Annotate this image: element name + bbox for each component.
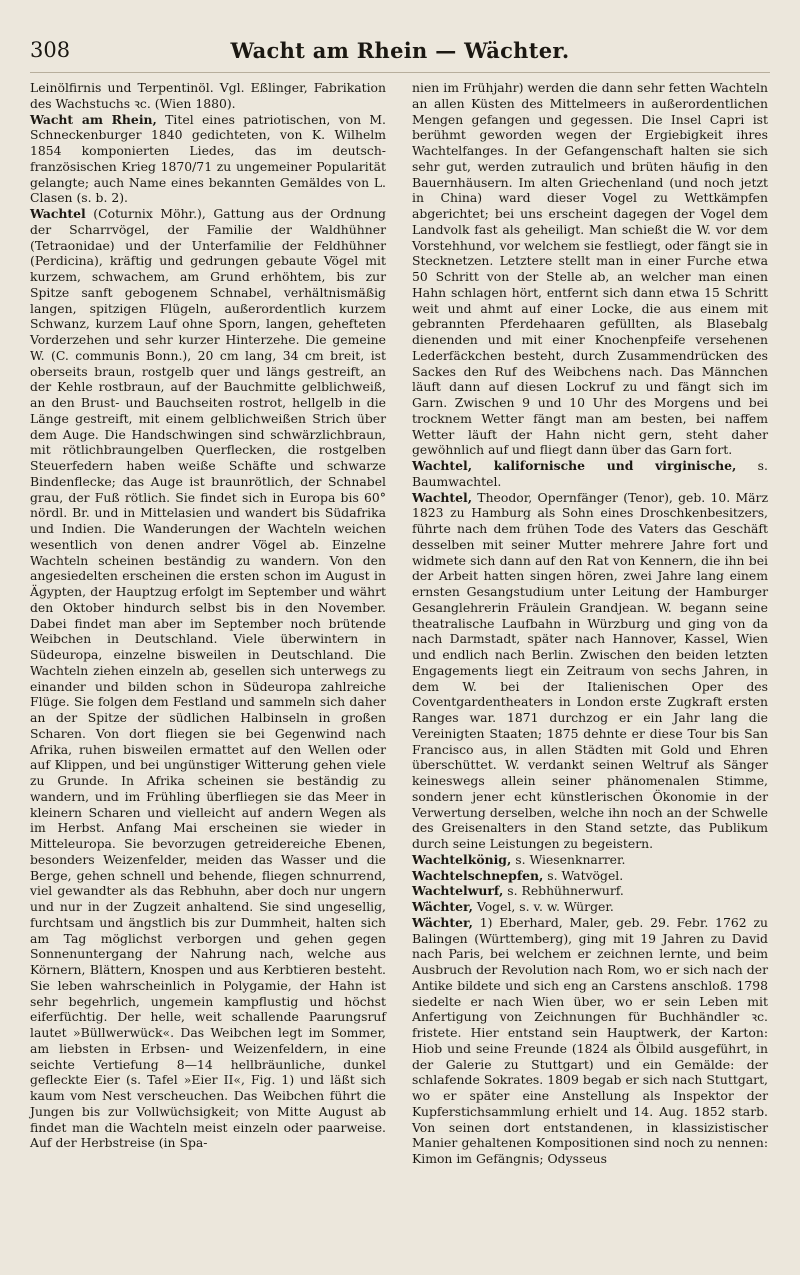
entry-headword: Wachtelkönig,: [412, 851, 512, 867]
entry-text: Vogel, s. v. w. Würger.: [472, 899, 614, 914]
entry-paragraph: [30, 112, 386, 207]
entry-paragraph: [412, 458, 768, 490]
entry-paragraph: [412, 852, 768, 868]
entry-headword: Wächter,: [412, 899, 473, 914]
entry-headword: Wachtel: [30, 206, 86, 221]
entry-headword: Wachtel, kalifornische und virginische,: [412, 458, 737, 473]
entry-text: s. Wiesenknarrer.: [511, 851, 626, 867]
entry-headword: Wachtel,: [412, 489, 473, 505]
entry-paragraph: [30, 80, 386, 112]
entry-headword: Wächter,: [412, 914, 473, 930]
entry-paragraph: [412, 490, 768, 852]
entry-text: nien im Frühjahr) werden die dann sehr fetten Wachteln an allen Küsten des Mittelmeers in außerordentlichen Mengen gefangen und gegessen. Die Insel Capri ist berühmt geworden wegen der Ergiebigkeit ihres Wachtelfanges. In der Gefangenschaft halten sie sich sehr gut, werden zutraulich und brüten häufig in den Bauernhäusern. Im alten Griechenland (und noch jetzt in China) ward dieser Vogel zu Wettkämpfen abgerichtet; bei uns erscheint dagegen der Vogel dem Landvolk fast als geheiligt. Man schießt die W. vor dem Vorstehhund, vor welchem sie festliegt, oder fängt sie in Stecknetzen. Letztere stellt man in einer Furche etwa 50 Schritt von der Stelle ab, an welcher man einen Hahn schlagen hört, entfernt sich dann etwa 15 Schritt weit und ahmt auf einer Locke, die aus einem mit gebrannten Pferdehaaren gefüllten, als Blasebalg dienenden und mit einer Knochenpfeife versehenen Lederfäckchen besteht, durch Zusammendrücken des Sackes den Ruf des Weibchens nach. Das Männchen läuft dann auf diesen Lockruf zu und fängt sich im Garn. Zwischen 9 und 10 Uhr des Morgens und bei trocknem Wetter fängt man am besten, bei naffem Wetter läuft der Hahn nicht gern, steht daher gewöhnlich auf und fliegt dann über das Garn fort.: [412, 80, 768, 458]
entry-paragraph: [412, 883, 768, 899]
entry-paragraph: [412, 80, 768, 458]
entry-text: Leinölfirnis und Terpentinöl. Vgl. Eßlinger, Fabrikation des Wachstuchs ꝛc. (Wien 1880).: [30, 80, 386, 111]
entry-paragraph: [412, 868, 768, 884]
entry-paragraph: [412, 899, 768, 915]
entry-text: (Coturnix Möhr.), Gattung aus der Ordnung der Scharrvögel, der Familie der Waldhühner (Tetraonidae) und der Unterfamilie der Feldhühner (Perdicina), kräftig und gedrungen gebaute Vögel mit kurzem, schwachem, am Grund erhöhtem, bis zur Spitze sanft gebogenem Schnabel, verhältnismäßig langen, spitzigen Flügeln, außerordentlich kurzem Schwanz, kurzem Lauf ohne Sporn, langen, gehefteten Vorderzehen und sehr kurzer Hinterzehe. Die gemeine W. (C. communis Bonn.), 20 cm lang, 34 cm breit, ist oberseits braun, rostgelb quer und längs gestreift, an der Kehle rostbraun, auf der Bauchmitte gelblichweiß, an den Brust- und Bauchseiten rostrot, hellgelb in die Länge gestreift, mit einem gelblichweißen Strich über dem Auge. Die Handschwingen sind schwärzlichbraun, mit rötlichbraungelben Querflecken, die rostgelben Steuerfedern haben weiße Schäfte und schwarze Bindenflecke; das Auge ist braunrötlich, der Schnabel grau, der Fuß rötlich. Sie findet sich in Europa bis 60° nördl. Br. und in Mittelasien und wandert bis Südafrika und Indien. Die Wanderungen der Wachteln weichen wesentlich von denen andrer Vögel ab. Einzelne Wachteln scheinen beständig zu wandern. Von den angesiedelten erscheinen die ersten schon im August in Ägypten, der Hauptzug erfolgt im September und währt den Oktober hindurch selbst bis in den November. Dabei findet man aber im September noch brütende Weibchen in Deutschland. Viele überwintern in Südeuropa, einzelne bisweilen in Deutschland. Die Wachteln ziehen einzeln ab, gesellen sich unterwegs zu einander und bilden schon in Südeuropa zahlreiche Flüge. Sie folgen dem Festland und sammeln sich daher an der Spitze der südlichen Halbinseln in großen Scharen. Von dort fliegen sie bei Gegenwind nach Afrika, ruhen bisweilen ermattet auf den Wellen oder auf Klippen, und bei ungünstiger Witterung gehen viele zu Grunde. In Afrika scheinen sie beständig zu wandern, und im Frühling überfliegen sie das Meer in kleinern Scharen und vielleicht auf andern Wegen als im Herbst. Anfang Mai erscheinen sie wieder in Mitteleuropa. Sie bevorzugen getreidereiche Ebenen, besonders Weizenfelder, meiden das Wasser und die Berge, gehen schnell und behende, fliegen schnurrend, viel gewandter als das Rebhuhn, aber doch nur ungern und nur in der Zugzeit anhaltend. Sie sind ungesellig, furchtsam und ängstlich bis zur Dummheit, halten sich am Tag möglichst verborgen und gehen gegen Sonnenuntergang der Nahrung nach, welche aus Körnern, Blättern, Knospen und aus Kerbtieren besteht. Sie leben wahrscheinlich in Polygamie, der Hahn ist sehr begehrlich, ungemein kampflustig und höchst eiferfüchtig. Der helle, weit schallende Paarungsruf lautet »Büllwerwück«. Das Weibchen legt im Sommer, am liebsten in Erbsen- und Weizenfeldern, in eine seichte Vertiefung 8—14 hellbräunliche, dunkel gefleckte Eier (s. Tafel »Eier II«, Fig. 1) und läßt sich kaum vom Nest verscheuchen. Das Weibchen führt die Jungen bis zur Vollwüchsigkeit; von Mitte August ab findet man die Wachteln meist einzeln oder paarweise. Auf der Herbstreise (in Spa-: [30, 206, 386, 1151]
left-column: [30, 80, 386, 1151]
entry-text: Theodor, Opernfänger (Tenor), geb. 10. März 1823 zu Hamburg als Sohn eines Droschkenbesitzers, führte nach dem frühen Tode des Vaters das Geschäft desselben mit seiner Mutter mehrere Jahre fort und widmete sich dann auf den Rat von Kennern, die ihn bei der Arbeit hatten singen hören, zwei Jahre lang einem ernsten Gesangstudium unter Leitung der Hamburger Gesanglehrerin Fräulein Grandjean. W. begann seine theatralische Laufbahn in Würzburg und ging von da nach Darmstadt, später nach Hannover, Kassel, Wien und endlich nach Berlin. Zwischen den beiden letzten Engagements liegt ein Zeitraum von sechs Jahren, in dem W. bei der Italienischen Oper des Coventgardentheaters in London erste Zugkraft ersten Ranges war. 1871 durchzog er ein Jahr lang die Vereinigten Staaten; 1875 dehnte er diese Tour bis San Francisco aus, in allen Städten mit Gold und Ehren überschüttet. W. verdankt seinen Weltruf als Sänger keineswegs allein seiner phänomenalen Stimme, sondern jener echt künstlerischen Ökonomie in der Verwertung derselben, welche ihn noch an der Schwelle des Greisenalters in den Stand setzte, das Publikum durch seine Leistungen zu begeistern.: [412, 489, 768, 851]
page-number: 308: [30, 38, 71, 62]
entry-paragraph: [412, 915, 768, 1167]
running-title: Wacht am Rhein — Wächter.: [230, 38, 570, 63]
entry-text: Titel eines patriotischen, von M. Schneckenburger 1840 gedichteten, von K. Wilhelm 1854 komponierten Liedes, das im deutsch-französischen Krieg 1870/71 zu ungemeiner Popularität gelangte; auch Name eines bekannten Gemäldes von L. Clasen (s. b. 2).: [30, 111, 386, 206]
entry-text: s. Rebhühnerwurf.: [503, 883, 624, 899]
entry-text: 1) Eberhard, Maler, geb. 29. Febr. 1762 zu Balingen (Württemberg), ging mit 19 Jahren zu David nach Paris, bei welchem er zeichnen lernte, und beim Ausbruch der Revolution nach Rom, wo er sich nach der Antike bildete und sich eng an Carstens anschloß. 1798 siedelte er nach Wien über, wo er sein Leben mit Anfertigung von Zeichnungen für Buchhändler ꝛc. fristete. Hier entstand sein Hauptwerk, der Karton: Hiob und seine Freunde (1824 als Ölbild ausgeführt, in der Galerie zu Stuttgart) und ein Gemälde: der schlafende Sokrates. 1809 begab er sich nach Stuttgart, wo er später eine Anstellung als Inspektor der Kupferstichsammlung erhielt und 14. Aug. 1852 starb. Von seinen dort entstandenen, in klassizistischer Manier gehaltenen Kompositionen sind noch zu nennen: Kimon im Gefängnis; Odysseus: [412, 914, 768, 1166]
entry-text: s. Baumwachtel.: [412, 458, 768, 489]
entry-paragraph: [30, 206, 386, 1151]
entry-headword: Wacht am Rhein,: [30, 111, 157, 127]
entry-headword: Wachtelwurf,: [412, 883, 504, 899]
right-column: [412, 80, 768, 1167]
entry-headword: Wachtelschnepfen,: [412, 867, 544, 883]
page-header: [30, 38, 770, 73]
entry-text: s. Watvögel.: [543, 867, 624, 883]
